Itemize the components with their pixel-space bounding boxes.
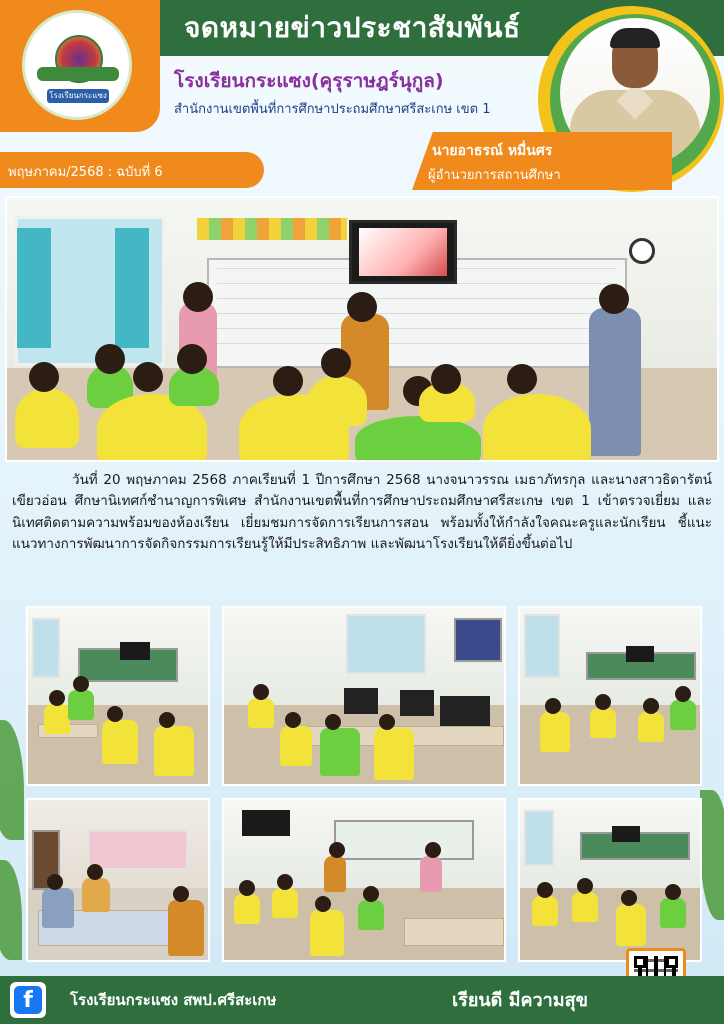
photo-head: [177, 344, 207, 374]
school-name: โรงเรียนกระแซง(คุรุราษฎร์นุกูล): [174, 70, 444, 92]
main-classroom-photo: [5, 196, 719, 462]
activity-photo: [518, 606, 702, 786]
photo-student: [572, 892, 598, 922]
photo-student: [616, 904, 646, 946]
school-motto: เรียนดี มีความสุข: [452, 990, 588, 1011]
leaf-decoration-icon: [0, 860, 22, 960]
photo-board: [454, 618, 502, 662]
logo-wings-icon: [37, 67, 119, 81]
photo-head: [133, 362, 163, 392]
photo-tv-screen: [359, 228, 447, 276]
photo-head: [321, 348, 351, 378]
photo-student: [358, 900, 384, 930]
photo-head: [95, 344, 125, 374]
school-logo: [22, 10, 132, 120]
photo-student: [248, 698, 274, 728]
leaf-decoration-icon: [0, 720, 24, 840]
photo-student: [234, 894, 260, 924]
photo-tv: [612, 826, 640, 842]
photo-student: [540, 712, 570, 752]
qr-finder: [634, 956, 646, 968]
article-body: [12, 470, 712, 556]
photo-desk: [404, 918, 504, 946]
photo-head: [599, 284, 629, 314]
activity-photo: [26, 606, 210, 786]
photo-student: [532, 896, 558, 926]
photo-student: [154, 726, 194, 776]
activity-photo: [518, 798, 702, 962]
photo-head: [431, 364, 461, 394]
photo-board: [334, 820, 474, 860]
photo-student: [374, 728, 414, 780]
photo-student: [660, 898, 686, 928]
facebook-page-name[interactable]: โรงเรียนกระแซง สพป.ศรีสะเกษ: [70, 991, 277, 1009]
photo-student: [68, 690, 94, 720]
photo-adult: [420, 856, 442, 892]
photo-window: [524, 614, 560, 678]
photo-bunting: [197, 218, 347, 240]
photo-head: [183, 282, 213, 312]
computer-monitor-icon: [400, 690, 434, 716]
photo-student: [44, 704, 70, 734]
logo-ribbon: โรงเรียนกระแซง: [47, 89, 109, 103]
photo-adult: [42, 888, 74, 928]
photo-head: [29, 362, 59, 392]
activity-photo: [26, 798, 210, 962]
photo-window: [346, 614, 426, 674]
photo-student: [272, 888, 298, 918]
photo-adult: [82, 878, 110, 912]
photo-student: [638, 712, 664, 742]
photo-student: [670, 700, 696, 730]
activity-photo: [222, 798, 506, 962]
photo-adult: [168, 900, 204, 956]
photo-student: [280, 726, 312, 766]
newsletter-title: จดหมายข่าวประชาสัมพันธ์: [184, 11, 521, 44]
photo-student: [355, 416, 481, 462]
article-paragraph: วันที่ 20 พฤษภาคม 2568 ภาคเรียนที่ 1 ปีการศึกษา 2568 นางจนาวรรณ เมธาภัทรกุล และนางสาวธิดารัตน์ เขียวอ่อน ศึกษานิเทศก์ชำนาญการพิเศษ สำนักงานเขตพื้นที่การศึกษาประถมศึกษาศรีสะเกษ เขต 1 เข้าตรวจเยี่ยม และนิเทศติดตามความพร้อมของห้องเรียน เยี่ยมชมการจัดการเรียนการสอน พร้อมทั้งให้กำลังใจคณะครูและนักเรียน ชี้แนะแนวทางการพัฒนาการจัดกิจกรรมการเรียนรู้ให้มีประสิทธิภาพ และพัฒนาโรงเรียนให้ดียิ่งขึ้นต่อไป: [12, 472, 712, 553]
photo-head: [507, 364, 537, 394]
photo-window: [524, 810, 554, 866]
photo-curtain-window: [88, 830, 188, 870]
photo-student: [590, 708, 616, 738]
portrait-hair: [610, 28, 660, 48]
photo-head: [273, 366, 303, 396]
photo-student: [15, 388, 79, 448]
director-name: นายอาธรณ์ หมื่นศร: [432, 143, 553, 159]
photo-tv: [242, 810, 290, 836]
photo-adult: [324, 856, 346, 892]
office-name: สำนักงานเขตพื้นที่การศึกษาประถมศึกษาศรีสะเกษ เขต 1: [174, 102, 491, 117]
photo-head: [347, 292, 377, 322]
photo-window: [32, 618, 60, 678]
clock-icon: [629, 238, 655, 264]
photo-curtain: [17, 228, 51, 348]
director-position: ผู้อำนวยการสถานศึกษา: [428, 168, 561, 183]
photo-student: [307, 376, 367, 426]
photo-student: [320, 728, 360, 776]
photo-student: [102, 720, 138, 764]
photo-student: [483, 394, 591, 462]
photo-supervisor: [589, 308, 641, 456]
issue-label: พฤษภาคม/2568 : ฉบับที่ 6: [8, 165, 163, 180]
photo-tv: [120, 642, 150, 660]
photo-student: [310, 910, 344, 956]
logo-tab: [0, 0, 160, 132]
photo-tv: [626, 646, 654, 662]
computer-monitor-icon: [344, 688, 378, 714]
leaf-decoration-icon: [700, 790, 724, 920]
photo-curtain: [115, 228, 149, 348]
activity-photo: [222, 606, 506, 786]
qr-finder: [666, 956, 678, 968]
facebook-icon[interactable]: f: [14, 986, 42, 1014]
